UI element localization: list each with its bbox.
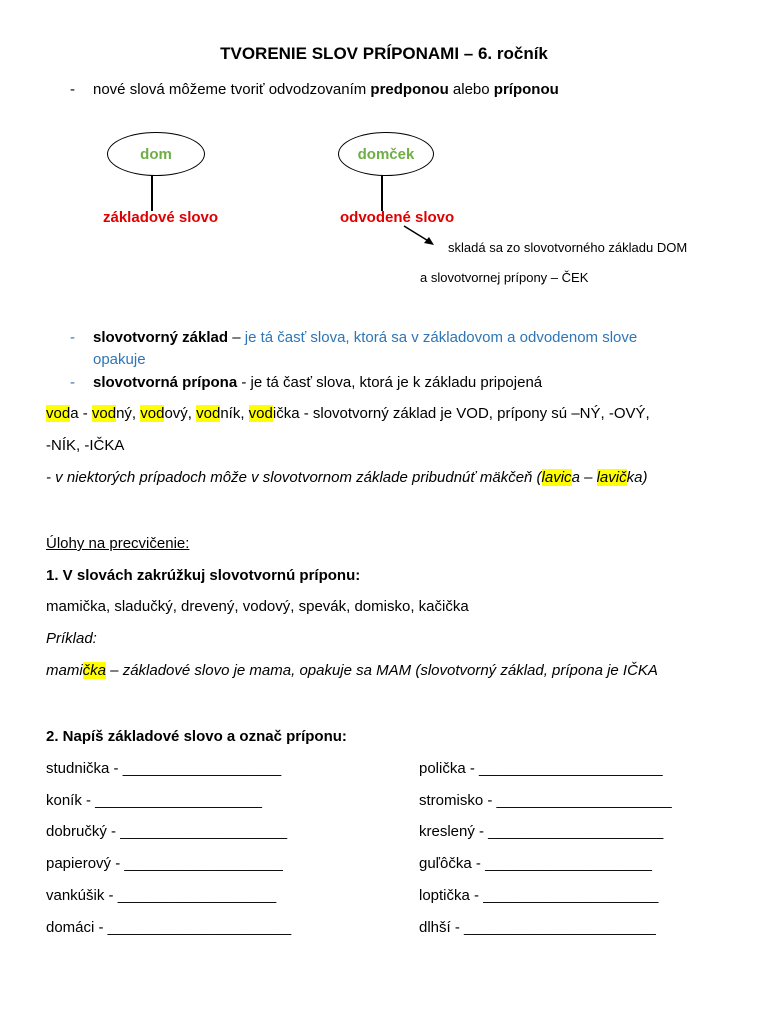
def2-text: - je tá časť slova, ktorá je k základu pripojená — [237, 374, 543, 391]
example-text: mami — [46, 662, 83, 679]
task2-item-left[interactable]: papierový - ___________________ — [46, 855, 283, 872]
def1-line1 — [93, 329, 637, 346]
example-line2: -NÍK, -IČKA — [46, 437, 125, 454]
hl-root: vod — [196, 405, 221, 422]
hl-root: lavič — [596, 469, 627, 486]
example-text: ový, — [164, 405, 197, 422]
task2-item-left[interactable]: studnička - ___________________ — [46, 760, 282, 777]
task2-item-left[interactable]: domáci - ______________________ — [46, 919, 292, 936]
task1-words: mamička, sladučký, drevený, vodový, spevák, domisko, kačička — [46, 598, 469, 615]
arrow-icon — [400, 222, 440, 252]
base-word-ellipse — [107, 132, 205, 176]
base-word: dom — [140, 145, 172, 163]
task2-heading: 2. Napíš základové slovo a označ príponu: — [46, 728, 347, 745]
derived-connector-line — [381, 175, 383, 211]
task1-heading: 1. V slovách zakrúžkuj slovotvornú príponu: — [46, 567, 361, 584]
derived-word-ellipse — [338, 132, 434, 176]
example-text: a - — [70, 405, 92, 422]
task2-item-right[interactable]: loptička - _____________________ — [419, 887, 659, 904]
hl-root: vod — [91, 405, 117, 422]
def2-line — [93, 374, 542, 391]
hl-root: vod — [248, 405, 273, 422]
example-line1 — [46, 405, 650, 422]
def2-bullet: - — [70, 374, 75, 391]
intro-line — [93, 81, 559, 98]
hl-root: vod — [140, 405, 165, 422]
intro-text-mid: alebo — [448, 81, 494, 98]
derived-word: domček — [357, 145, 415, 163]
task2-item-right[interactable]: guľôčka - ____________________ — [419, 855, 652, 872]
task2-item-left[interactable]: dobručký - ____________________ — [46, 823, 288, 840]
note-text: a – — [571, 469, 597, 486]
intro-bold-pripona: príponou — [493, 81, 559, 98]
task2-item-right[interactable]: kreslený - _____________________ — [419, 823, 664, 840]
example-text: ník, — [220, 405, 249, 422]
task1-example — [46, 662, 658, 679]
task1-example-label: Príklad: — [46, 630, 97, 647]
base-word-label: základové slovo — [103, 209, 219, 226]
task2-item-right[interactable]: polička - ______________________ — [419, 760, 663, 777]
def1-sep: – — [228, 329, 245, 346]
soft-consonant-note — [46, 469, 647, 486]
task2-item-left[interactable]: koník - ____________________ — [46, 792, 263, 809]
tasks-heading: Úlohy na precvičenie: — [46, 535, 190, 552]
page-title: TVORENIE SLOV PRÍPONAMI – 6. ročník — [220, 44, 548, 63]
task2-item-right[interactable]: dlhší - _______________________ — [419, 919, 656, 936]
def1-term: slovotvorný základ — [93, 329, 229, 346]
example-text: ička - slovotvorný základ je VOD, prípony sú –NÝ, -OVÝ, — [272, 405, 650, 422]
def2-term: slovotvorná prípona — [93, 374, 238, 391]
base-connector-line — [151, 175, 153, 211]
hl-root: vod — [46, 405, 71, 422]
hl-root: lavic — [541, 469, 572, 486]
task2-item-right[interactable]: stromisko - _____________________ — [419, 792, 672, 809]
example-text: – základové slovo je mama, opakuje sa MAM (slovotvorný základ, prípona je IČKA — [106, 662, 658, 679]
derived-note-line1: skladá sa zo slovotvorného základu DOM — [448, 240, 688, 255]
note-text: - v niektorých prípadoch môže v slovotvornom základe pribudnúť mäkčeň ( — [46, 469, 542, 486]
note-text: ka) — [626, 469, 648, 486]
hl-suffix: čka — [82, 662, 107, 679]
task2-item-left[interactable]: vankúšik - ___________________ — [46, 887, 277, 904]
derived-note-line2: a slovotvornej prípony – ČEK — [420, 270, 589, 285]
intro-text: nové slová môžeme tvoriť odvodzovaním — [93, 81, 371, 98]
derived-word-label: odvodené slovo — [340, 209, 455, 226]
intro-bold-predpona: predponou — [370, 81, 449, 98]
def1-line2: opakuje — [93, 351, 146, 368]
def1-text: je tá časť slova, ktorá sa v základovom a odvodenom slove — [244, 329, 638, 346]
intro-bullet: - — [70, 81, 75, 98]
example-text: ný, — [116, 405, 141, 422]
def1-bullet: - — [70, 329, 75, 346]
